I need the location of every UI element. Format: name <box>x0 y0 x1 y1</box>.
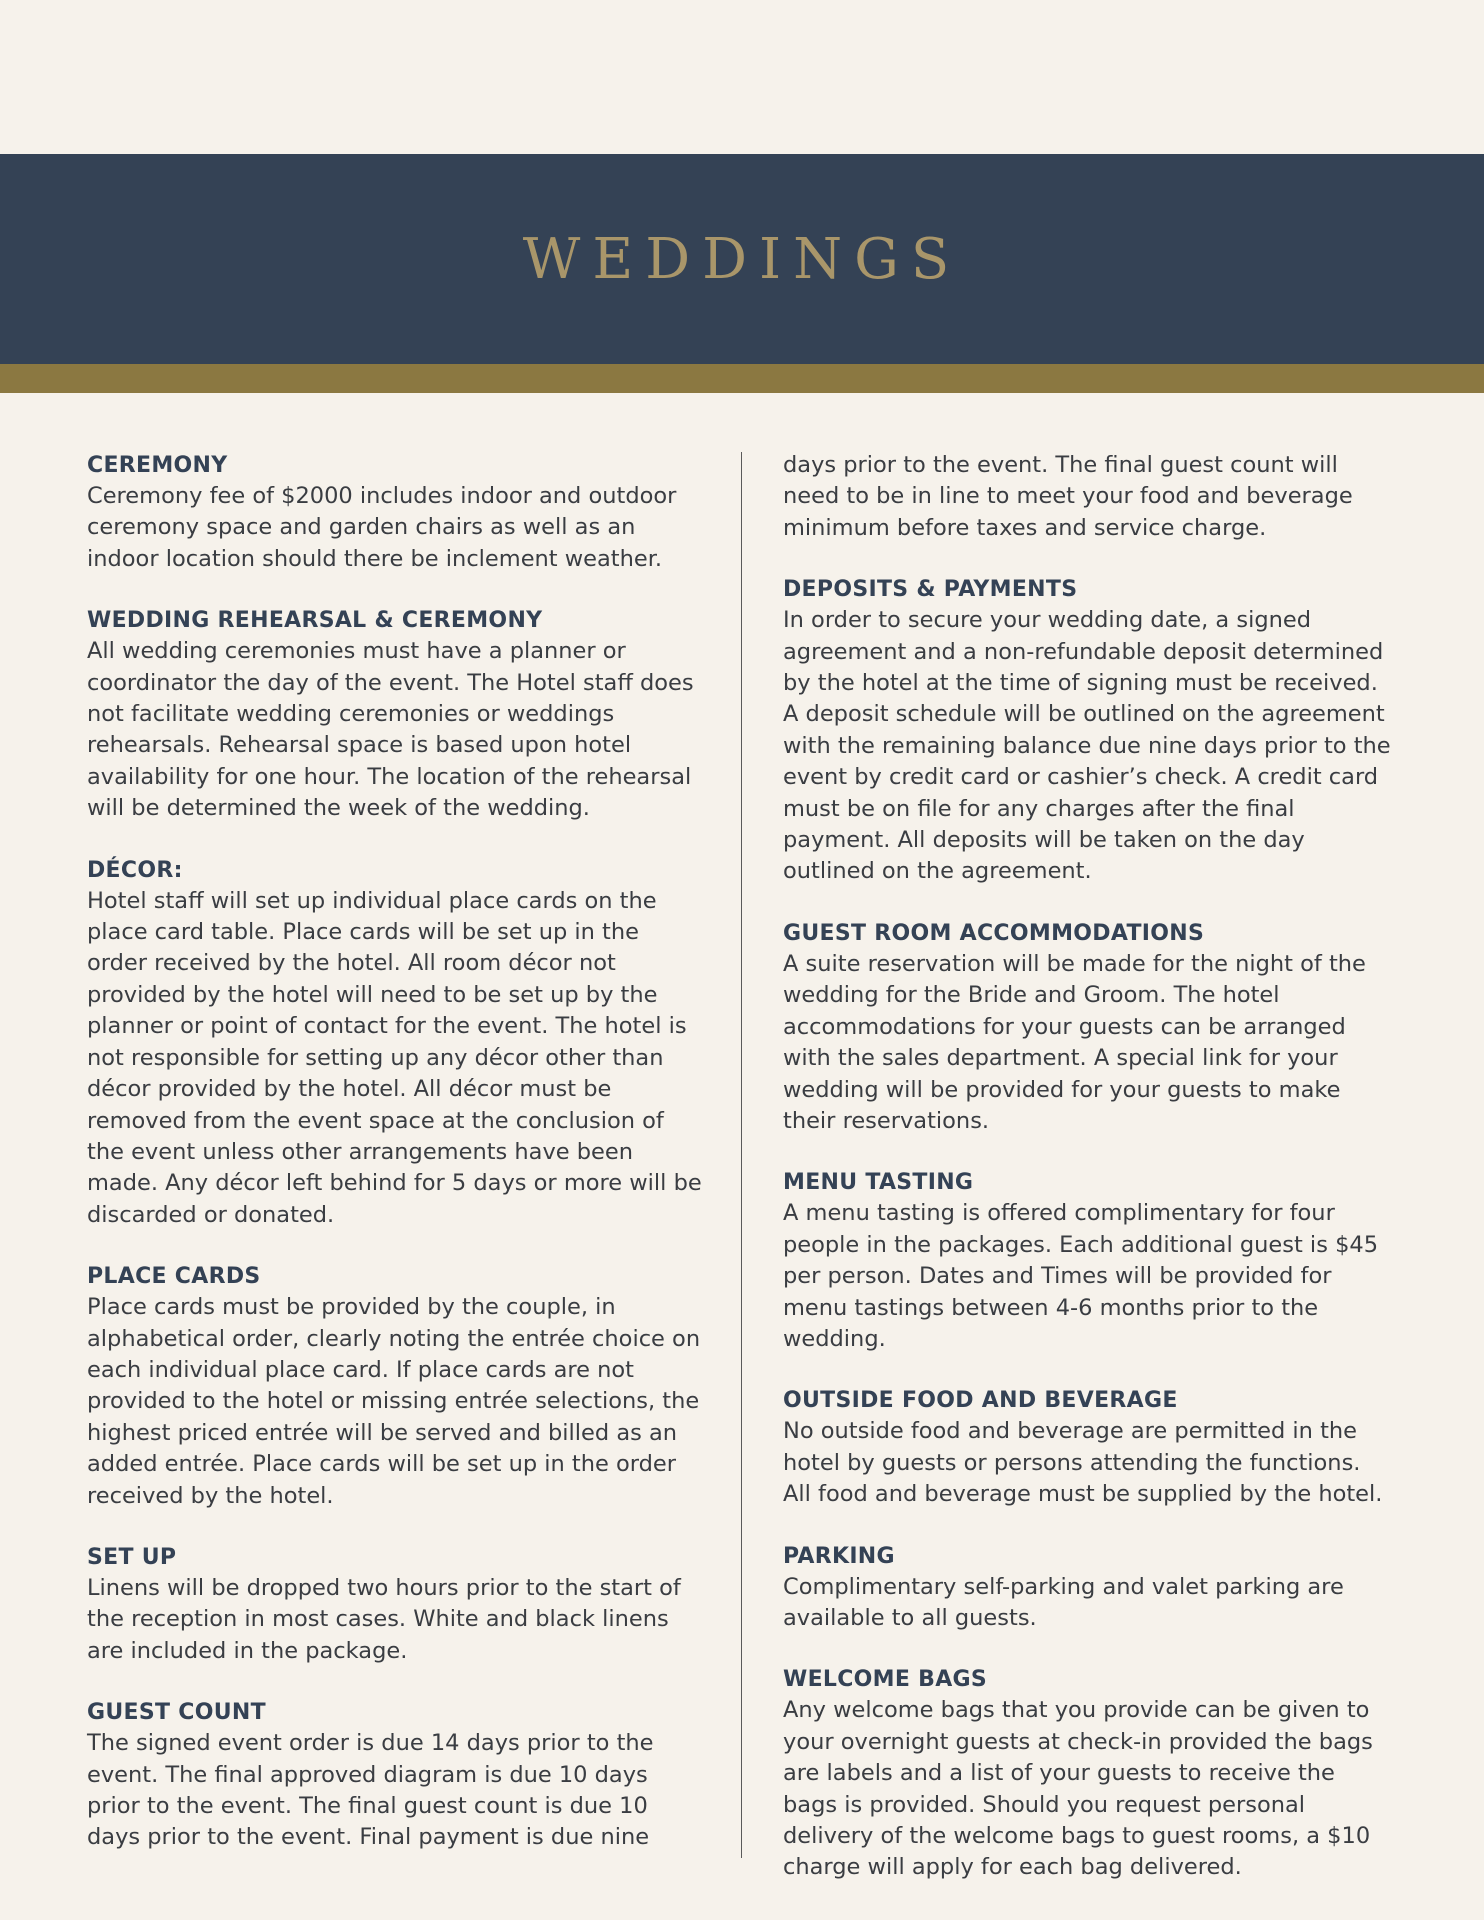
section-ceremony <box>87 450 702 575</box>
section-heading: MENU TASTING <box>783 1170 974 1196</box>
section-heading: DEPOSITS & PAYMENTS <box>783 577 1078 603</box>
section-set-up <box>87 1542 702 1667</box>
section-body: Any welcome bags that you provide can be given to your overnight guests at check-in provided the bags are labels and a list of your guests to receive the bags is provided. Should you request personal delivery of the welcome bags to guest rooms, a $10 charge will apply for each bag delivered. <box>783 1697 1373 1881</box>
section-body: Place cards must be provided by the couple, in alphabetical order, clearly noting the entrée choice on each individual place card. If place cards are not provided to the hotel or missing entrée selections, the highest priced entrée will be served and billed as an added entrée. Place cards will be set up in the order received by the hotel. <box>87 1294 701 1509</box>
section-body: In order to secure your wedding date, a signed agreement and a non-refundable deposit determined by the hotel at the time of signing must be received. A deposit schedule will be outlined on the agreement with the remaining balance due nine days prior to the event by credit card or cashier’s check. A credit card must be on file for any charges after the final payment. All deposits will be taken on the day outlined on the agreement. <box>783 607 1391 885</box>
section-body: A menu tasting is offered complimentary for four people in the packages. Each additional guest is $45 per person. Dates and Times will be provided for menu tastings between 4-6 months prior to the wedding. <box>783 1200 1379 1352</box>
section-heading: DÉCOR: <box>87 857 183 883</box>
section-guest-count <box>87 1697 702 1854</box>
section-body: Complimentary self-parking and valet parking are available to all guests. <box>783 1573 1344 1631</box>
gold-accent-bar <box>0 364 1484 393</box>
column-divider <box>741 452 742 1858</box>
page-title: WEDDINGS <box>522 226 962 292</box>
section-heading: OUTSIDE FOOD AND BEVERAGE <box>783 1388 1178 1414</box>
section-body: Linens will be dropped two hours prior to the start of the reception in most cases. White and black linens are included in the package. <box>87 1574 681 1664</box>
section-outside-food <box>783 1385 1393 1510</box>
section-heading: PLACE CARDS <box>87 1264 261 1290</box>
section-guest-count-continued <box>783 450 1393 544</box>
section-parking <box>783 1541 1393 1635</box>
section-body: days prior to the event. The final guest count will need to be in line to meet your food and beverage minimum before taxes and service charge. <box>783 452 1353 541</box>
section-body: A suite reservation will be made for the night of the wedding for the Bride and Groom. The hotel accommodations for your guests can be arranged with the sales department. A special link for your wedding will be provided for your guests to make their reservations. <box>783 950 1366 1134</box>
section-guest-room-accommodations <box>783 918 1393 1137</box>
section-body: No outside food and beverage are permitted in the hotel by guests or persons attending the functions. All food and beverage must be supplied by the hotel. <box>783 1418 1383 1508</box>
section-body: All wedding ceremonies must have a planner or coordinator the day of the event. The Hotel staff does not facilitate wedding ceremonies or weddings rehearsals. Rehearsal space is based upon hotel availability for one hour. The location of the rehearsal will be determined the week of the wedding. <box>87 638 694 822</box>
section-decor <box>87 855 702 1231</box>
section-heading: GUEST ROOM ACCOMMODATIONS <box>783 920 1205 946</box>
section-deposits-payments <box>783 574 1393 888</box>
section-place-cards <box>87 1261 702 1512</box>
header-banner <box>0 154 1484 364</box>
section-heading: GUEST COUNT <box>87 1700 266 1726</box>
section-heading: SET UP <box>87 1544 177 1570</box>
left-column <box>87 450 702 1884</box>
section-body: The signed event order is due 14 days prior to the event. The final approved diagram is due 10 days prior to the event. The final guest count is due 10 days prior to the event. Final payment is due nine <box>87 1730 654 1851</box>
section-body: Hotel staff will set up individual place cards on the place card table. Place cards will be set up in the order received by the hotel. All room décor not provided by the hotel will need to be set up by the planner or point of contact for the event. The hotel is not responsible for setting up any décor other than décor provided by the hotel. All décor must be removed from the event space at the conclusion of the event unless other arrangements have been made. Any décor left behind for 5 days or more will be discarded or donated. <box>87 887 702 1228</box>
section-heading: PARKING <box>783 1543 895 1569</box>
section-body: Ceremony fee of $2000 includes indoor and outdoor ceremony space and garden chairs as well as an indoor location should there be inclement weather. <box>87 483 677 572</box>
section-heading: WELCOME BAGS <box>783 1667 988 1693</box>
section-menu-tasting <box>783 1167 1393 1355</box>
section-heading: CEREMONY <box>87 453 228 478</box>
section-heading: WEDDING REHEARSAL & CEREMONY <box>87 608 543 634</box>
section-wedding-rehearsal <box>87 605 702 824</box>
right-column <box>783 450 1393 1914</box>
section-welcome-bags <box>783 1664 1393 1883</box>
